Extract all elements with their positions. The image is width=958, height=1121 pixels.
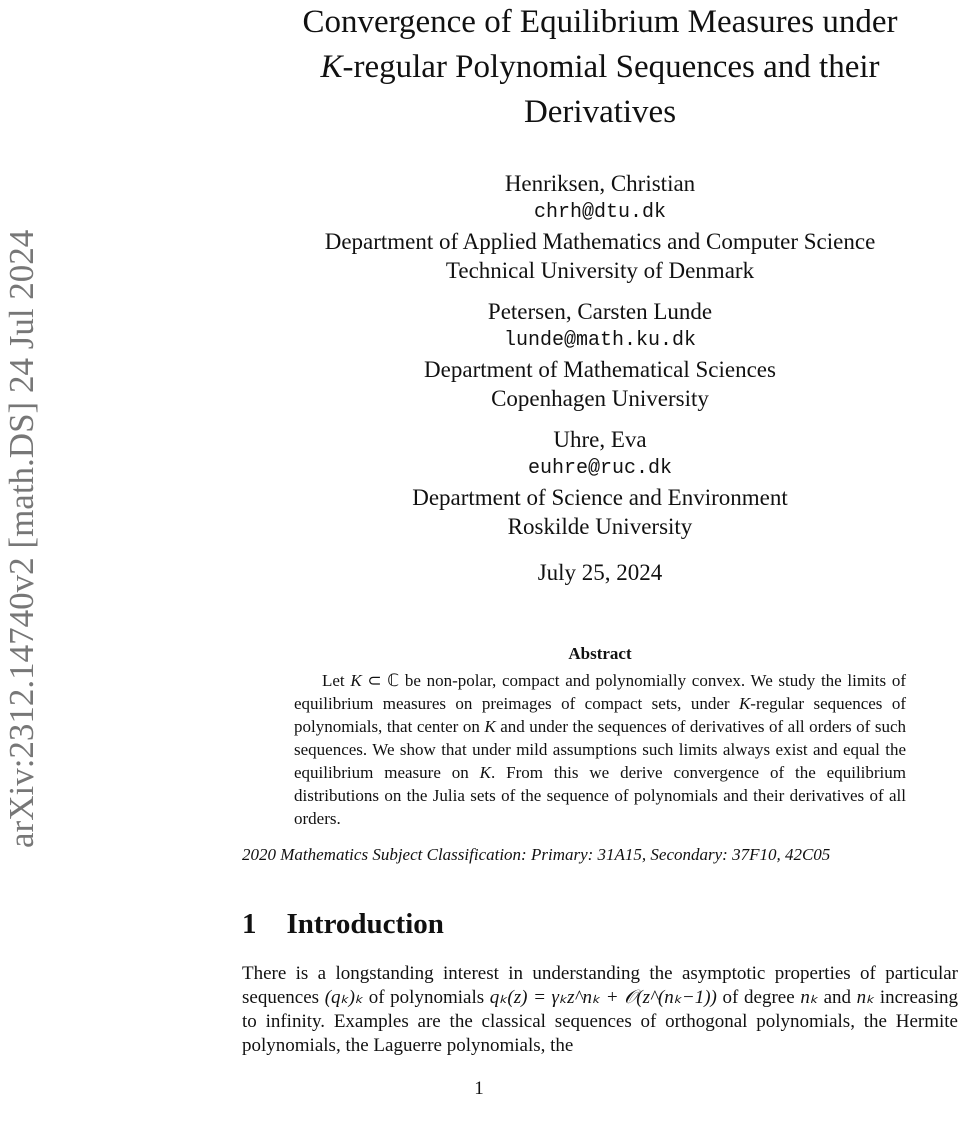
paragraph-segment: There is a longstanding interest in understanding the asymptotic properties of particular sequences xyxy=(242,963,958,1008)
section-number: 1 xyxy=(242,908,257,940)
abstract-math-var: K xyxy=(738,694,751,713)
author-1 xyxy=(242,169,958,285)
subject-classification: 2020 Mathematics Subject Classification: Primary: 31A15, Secondary: 37F10, 42C05 xyxy=(242,845,831,864)
paragraph-segment: of degree xyxy=(716,987,801,1008)
abstract-heading: Abstract xyxy=(568,644,632,663)
author-name: Henriksen, Christian xyxy=(504,171,696,196)
author-affiliation-institution: Technical University of Denmark xyxy=(445,258,755,283)
abstract-math-var: K xyxy=(479,763,492,782)
author-email[interactable]: chrh@dtu.dk xyxy=(533,201,667,224)
author-affiliation-dept: Department of Mathematical Sciences xyxy=(424,357,776,382)
section-paragraph xyxy=(242,962,958,1058)
abstract-math-var: K xyxy=(484,717,496,736)
arxiv-identifier-text: arXiv:2312.14740v2 [math.DS] 24 Jul 2024 xyxy=(2,229,41,848)
author-name: Petersen, Carsten Lunde xyxy=(487,299,713,324)
author-3 xyxy=(242,425,958,541)
publication-date: July 25, 2024 xyxy=(537,560,663,585)
author-email[interactable]: lunde@math.ku.dk xyxy=(503,329,697,352)
author-name: Uhre, Eva xyxy=(553,427,647,452)
page-number: 1 xyxy=(474,1078,484,1099)
section-heading xyxy=(242,906,958,942)
paragraph-segment: and xyxy=(817,987,857,1008)
author-list xyxy=(242,169,958,541)
arxiv-identifier-stamp xyxy=(2,88,42,848)
abstract-segment: and under the sequences of derivatives of all orders of such sequences. We show that under mild assumptions such limits always exist and equal the equilibrium measure on xyxy=(294,717,906,782)
abstract-segment: . From this we derive convergence of the equilibrium distributions on the Julia sets of the sequence of polynomials and their derivatives of all orders. xyxy=(294,763,907,828)
paragraph-segment: increasing to infinity. Examples are the classical sequences of orthogonal polynomials, the Hermite polynomials, the Laguerre polynomials, the xyxy=(242,987,958,1056)
abstract-math-var: K xyxy=(350,671,362,690)
paragraph-segment: of polynomials xyxy=(363,987,490,1008)
title-math-k: K xyxy=(320,49,343,85)
section-title: Introduction xyxy=(286,908,444,940)
author-affiliation-institution: Roskilde University xyxy=(507,514,693,539)
abstract-segment: Let xyxy=(322,671,351,690)
author-affiliation-dept: Department of Applied Mathematics and Computer Science xyxy=(324,229,876,254)
inline-math: nₖ xyxy=(856,987,875,1008)
inline-math: qₖ(z) = γₖz^nₖ + 𝒪(z^(nₖ−1)) xyxy=(489,987,717,1008)
title-line-2-text: -regular Polynomial Sequences and their xyxy=(342,49,880,85)
author-email[interactable]: euhre@ruc.dk xyxy=(527,457,673,480)
abstract xyxy=(242,643,958,830)
paper-title xyxy=(242,0,958,135)
abstract-text xyxy=(294,669,906,830)
abstract-segment: ⊂ ℂ be non-polar, compact and polynomially convex. We study the limits of equilibrium measures on preimages of compact sets, under xyxy=(294,671,906,713)
author-affiliation-institution: Copenhagen University xyxy=(491,386,709,411)
paper-page xyxy=(242,0,958,1077)
inline-math: (qₖ)ₖ xyxy=(324,987,364,1008)
inline-math: nₖ xyxy=(800,987,818,1008)
author-affiliation-dept: Department of Science and Environment xyxy=(412,485,788,510)
title-line-2 xyxy=(242,45,958,90)
abstract-segment: -regular sequences of polynomials, that center on xyxy=(294,694,906,736)
author-2 xyxy=(242,297,958,413)
title-line-1: Convergence of Equilibrium Measures under xyxy=(302,4,898,40)
title-line-3: Derivatives xyxy=(523,94,677,130)
